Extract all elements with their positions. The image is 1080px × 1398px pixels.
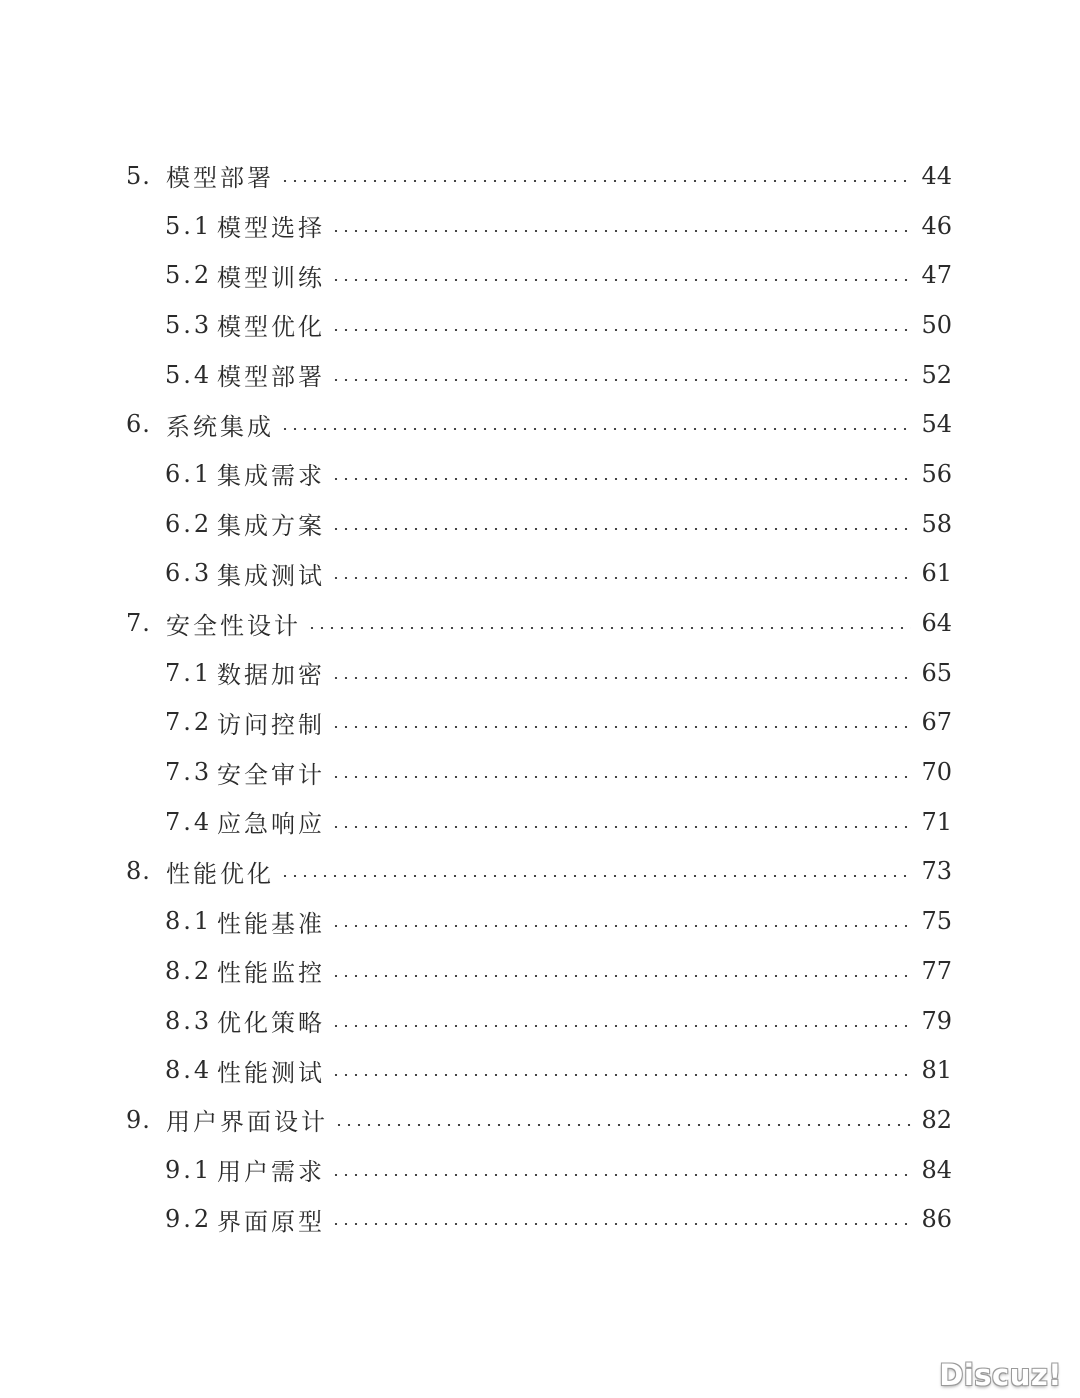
toc-number: 7.4 bbox=[165, 807, 213, 836]
dot-leader bbox=[334, 1124, 911, 1126]
toc-page-number: 81 bbox=[921, 1056, 952, 1085]
dot-leader bbox=[331, 279, 911, 281]
toc-entry-7-3[interactable] bbox=[0, 747, 1080, 797]
toc-entry-chapter-7[interactable] bbox=[0, 598, 1080, 648]
toc-page-number: 64 bbox=[921, 609, 952, 638]
toc-entry-5-2[interactable] bbox=[0, 250, 1080, 300]
toc-entry-8-3[interactable] bbox=[0, 996, 1080, 1046]
toc-title: 数据加密 bbox=[217, 661, 325, 690]
toc-title: 集成需求 bbox=[217, 462, 325, 491]
toc-number: 8.2 bbox=[165, 956, 213, 985]
dot-leader bbox=[331, 1074, 911, 1076]
dot-leader bbox=[331, 1223, 911, 1225]
dot-leader bbox=[280, 428, 911, 430]
toc-page-number: 65 bbox=[921, 658, 952, 687]
toc-entry-9-1[interactable] bbox=[0, 1145, 1080, 1195]
toc-number: 9. bbox=[126, 1105, 151, 1134]
dot-leader bbox=[331, 230, 911, 232]
toc-title: 用户界面设计 bbox=[166, 1108, 328, 1137]
dot-leader bbox=[280, 180, 911, 182]
toc-number: 6.2 bbox=[165, 509, 213, 538]
toc-title: 界面原型 bbox=[217, 1207, 325, 1236]
toc-page-number: 75 bbox=[921, 907, 952, 936]
dot-leader bbox=[331, 776, 911, 778]
dot-leader bbox=[331, 329, 911, 331]
toc-title: 模型训练 bbox=[217, 263, 325, 292]
toc-entry-9-2[interactable] bbox=[0, 1194, 1080, 1244]
toc-page-number: 86 bbox=[921, 1205, 952, 1234]
toc-title: 应急响应 bbox=[217, 810, 325, 839]
table-of-contents bbox=[0, 151, 1080, 1244]
toc-number: 6. bbox=[126, 410, 151, 439]
toc-title: 安全性设计 bbox=[166, 611, 301, 640]
toc-title: 访问控制 bbox=[217, 710, 325, 739]
dot-leader bbox=[331, 577, 911, 579]
toc-entry-6-3[interactable] bbox=[0, 549, 1080, 599]
toc-entry-6-2[interactable] bbox=[0, 499, 1080, 549]
toc-entry-6-1[interactable] bbox=[0, 449, 1080, 499]
dot-leader bbox=[280, 875, 911, 877]
toc-number: 9.1 bbox=[165, 1155, 213, 1184]
toc-page-number: 70 bbox=[921, 758, 952, 787]
toc-number: 7. bbox=[126, 609, 151, 638]
toc-number: 5.1 bbox=[165, 211, 213, 240]
toc-number: 5.3 bbox=[165, 310, 213, 339]
dot-leader bbox=[331, 826, 911, 828]
toc-title: 优化策略 bbox=[217, 1009, 325, 1038]
toc-page-number: 47 bbox=[921, 261, 952, 290]
toc-entry-chapter-9[interactable] bbox=[0, 1095, 1080, 1145]
toc-entry-5-3[interactable] bbox=[0, 300, 1080, 350]
toc-page-number: 73 bbox=[921, 857, 952, 886]
toc-page-number: 79 bbox=[921, 1006, 952, 1035]
dot-leader bbox=[331, 478, 911, 480]
toc-page-number: 84 bbox=[921, 1155, 952, 1184]
toc-number: 7.2 bbox=[165, 708, 213, 737]
dot-leader bbox=[331, 379, 911, 381]
toc-number: 5.2 bbox=[165, 261, 213, 290]
toc-page-number: 46 bbox=[921, 211, 952, 240]
dot-leader bbox=[331, 925, 911, 927]
discuz-watermark: Discuz! bbox=[939, 1358, 1062, 1392]
toc-entry-7-1[interactable] bbox=[0, 648, 1080, 698]
toc-number: 7.1 bbox=[165, 658, 213, 687]
toc-entry-8-1[interactable] bbox=[0, 896, 1080, 946]
toc-page-number: 56 bbox=[921, 459, 952, 488]
dot-leader bbox=[331, 1025, 911, 1027]
dot-leader bbox=[331, 726, 911, 728]
toc-page-number: 82 bbox=[921, 1105, 952, 1134]
toc-title: 模型选择 bbox=[217, 214, 325, 243]
toc-number: 7.3 bbox=[165, 758, 213, 787]
toc-number: 9.2 bbox=[165, 1205, 213, 1234]
toc-number: 6.1 bbox=[165, 459, 213, 488]
toc-entry-8-4[interactable] bbox=[0, 1045, 1080, 1095]
toc-page-number: 71 bbox=[921, 807, 952, 836]
toc-entry-chapter-6[interactable] bbox=[0, 399, 1080, 449]
toc-entry-chapter-8[interactable] bbox=[0, 847, 1080, 897]
toc-entry-5-4[interactable] bbox=[0, 350, 1080, 400]
toc-title: 用户需求 bbox=[217, 1158, 325, 1187]
toc-entry-5-1[interactable] bbox=[0, 201, 1080, 251]
toc-title: 集成方案 bbox=[217, 512, 325, 541]
dot-leader bbox=[331, 975, 911, 977]
toc-title: 系统集成 bbox=[166, 412, 274, 441]
toc-title: 模型优化 bbox=[217, 313, 325, 342]
toc-title: 性能基准 bbox=[217, 909, 325, 938]
dot-leader bbox=[331, 1174, 911, 1176]
toc-entry-7-2[interactable] bbox=[0, 698, 1080, 748]
toc-title: 安全审计 bbox=[217, 760, 325, 789]
toc-page-number: 52 bbox=[921, 360, 952, 389]
toc-title: 模型部署 bbox=[166, 164, 274, 193]
toc-page-number: 67 bbox=[921, 708, 952, 737]
toc-number: 5.4 bbox=[165, 360, 213, 389]
toc-number: 8.3 bbox=[165, 1006, 213, 1035]
dot-leader bbox=[331, 677, 911, 679]
toc-page-number: 50 bbox=[921, 310, 952, 339]
toc-page-number: 44 bbox=[921, 161, 952, 190]
toc-title: 集成测试 bbox=[217, 561, 325, 590]
toc-entry-8-2[interactable] bbox=[0, 946, 1080, 996]
dot-leader bbox=[331, 528, 911, 530]
toc-title: 性能测试 bbox=[217, 1058, 325, 1087]
toc-number: 8.1 bbox=[165, 907, 213, 936]
toc-page-number: 61 bbox=[921, 559, 952, 588]
toc-page-number: 54 bbox=[921, 410, 952, 439]
dot-leader bbox=[307, 627, 911, 629]
toc-entry-chapter-5[interactable] bbox=[0, 151, 1080, 201]
toc-number: 6.3 bbox=[165, 559, 213, 588]
toc-entry-7-4[interactable] bbox=[0, 797, 1080, 847]
toc-number: 8. bbox=[126, 857, 151, 886]
toc-page-number: 77 bbox=[921, 956, 952, 985]
toc-number: 5. bbox=[126, 161, 151, 190]
toc-number: 8.4 bbox=[165, 1056, 213, 1085]
toc-title: 性能监控 bbox=[217, 959, 325, 988]
toc-page-number: 58 bbox=[921, 509, 952, 538]
toc-title: 性能优化 bbox=[166, 859, 274, 888]
toc-title: 模型部署 bbox=[217, 363, 325, 392]
